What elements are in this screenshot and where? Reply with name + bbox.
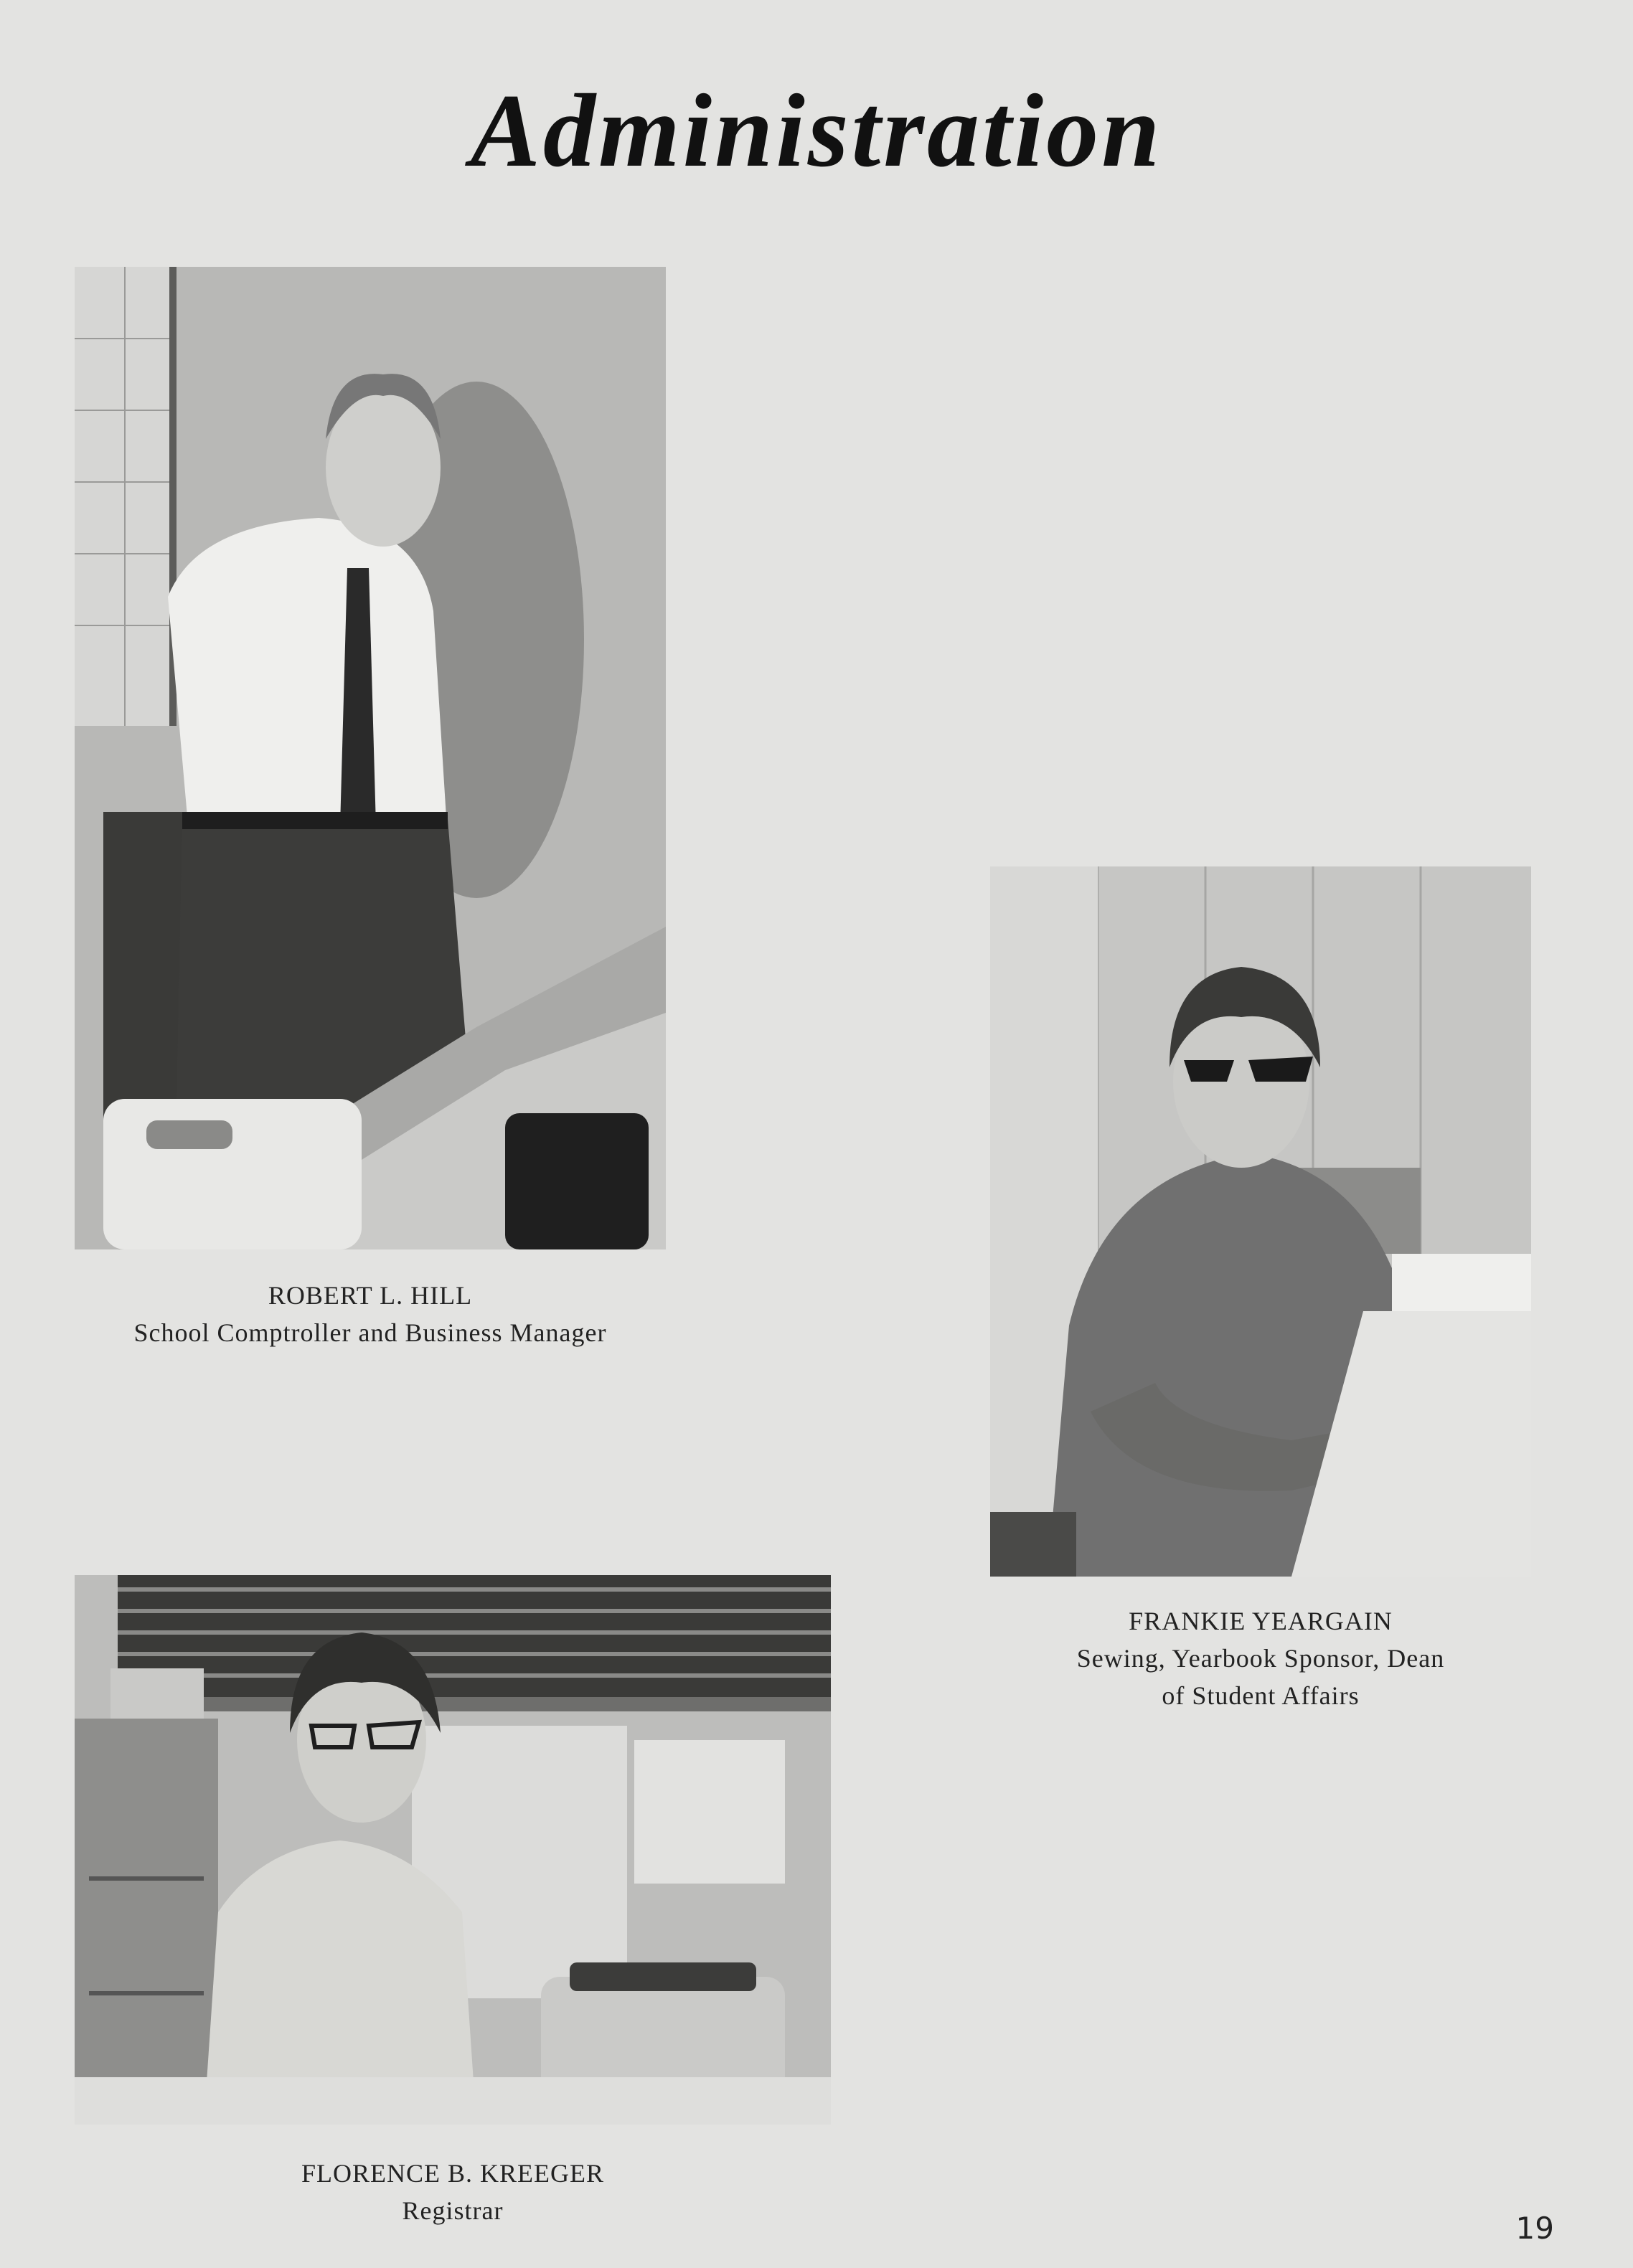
staff-role: School Comptroller and Business Manager: [133, 1318, 607, 1347]
staff-role: Sewing, Yearbook Sponsor, Dean: [1076, 1644, 1445, 1673]
staff-name: FLORENCE B. KREEGER: [301, 2159, 604, 2188]
caption-florence-kreeger: [75, 2155, 831, 2229]
photo-robert-hill: [75, 267, 666, 1249]
staff-role: of Student Affairs: [1162, 1681, 1360, 1710]
caption-frankie-yeargain: [990, 1602, 1531, 1714]
page-number: 19: [1515, 2211, 1554, 2246]
staff-role: Registrar: [402, 2196, 504, 2225]
staff-name: ROBERT L. HILL: [268, 1281, 473, 1310]
caption-robert-hill: [75, 1277, 666, 1351]
photo-frankie-yeargain: [990, 866, 1531, 1577]
staff-name: FRANKIE YEARGAIN: [1129, 1607, 1393, 1635]
page-title: Administration: [470, 72, 1163, 189]
photo-florence-kreeger: [75, 1575, 831, 2125]
